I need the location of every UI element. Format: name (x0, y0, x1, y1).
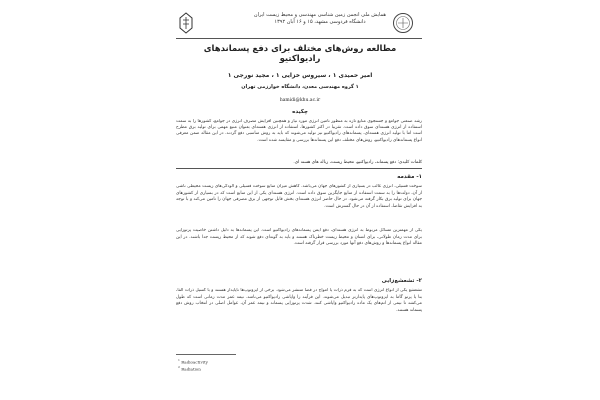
footnote-text: Radiation (181, 366, 201, 372)
keywords: کلمات کلیدی: دفع پسماند، رادیواکتیو، محیط زیست، زباله های هسته ای. (293, 160, 422, 165)
footnote-text: Radioactivity (181, 359, 208, 365)
section-heading-radiation: ۲- تشعشع‌زایی (381, 278, 422, 284)
university-logo-icon (178, 12, 194, 34)
abstract-body: رشد صنعتی جوامع و جستجوی منابع تازه به منظور تامین انرژی مورد نیاز و همچنین افزایش مصرف انرژی در جوامع، کشورها را به سمت استفاده از انرژی هسته‌ای سوق داده است. تقریبا در اکثر کشورها، استفاده از انرژی هسته‌ای بعنوان منبع مهمی برای تولید برق مطرح است اما با تولید انرژی هسته‌ای، پسماندهای رادیواکتیو نیز تولید می‌شوند که باید به روش مناسبی دفع گردند. در این مقاله ضمن معرفی انواع پسماندهای رادیواکتیو، روش‌های مختلف دفع این پسماندها بررسی و مقایسه شده است. (176, 119, 422, 143)
section-paragraph: یکی از مهمترین مسائل مربوط به انرژی هسته‌ای، دفع ایمن پسماندهای رادیواکتیو است. این پسماندها به دلیل داشتن خاصیت پرتوزایی برای مدت زمان طولانی، برای انسان و محیط زیست خطرناک هستند و باید به گونه‌ای دفع شوند که از محیط زیست جدا باشند. در این مقاله انواع پسماندها و روش‌های دفع آنها مورد بررسی قرار گرفته است. (176, 228, 422, 247)
section-heading-introduction: ۱- مقدمه (397, 174, 422, 180)
association-logo-icon (392, 12, 414, 34)
footnote-1: $^1$ Radioactivity (178, 358, 208, 365)
conference-line-1: همایش ملی انجمن زمین شناسی مهندسی و محیط زیست ایران (253, 12, 387, 18)
paper-title: مطالعه روش‌های مختلف برای دفع پسماندهای رادیواکتیو (203, 44, 397, 64)
author-list: امیر حمیدی ۱ ، سیروس خزایی ۱ ، مجید نورجی ۱ (227, 72, 373, 79)
abstract-divider (176, 168, 422, 169)
footnote-divider (176, 354, 236, 355)
footnote-2: $^2$ Radiation (178, 365, 201, 372)
conference-line-2: دانشگاه فردوسی مشهد، ۱۵ و ۱۶ آبان ۱۳۹۲ (274, 19, 366, 25)
author-email: hamidi@khu.ac.ir (279, 98, 321, 103)
header-divider (176, 38, 422, 39)
section-paragraph: سوخت فسیلی، انرژی غالب در بسیاری از کشورهای جهان می‌باشد. کاهش میزان منابع سوخت فسیلی و آلودگی‌های زیست محیطی ناشی از آن، دولت‌ها را به سمت استفاده از منابع جایگزین سوق داده است. انرژی هسته‌ای یکی از این منابع است که در بسیاری از کشورهای جهان برای تولید برق بکار گرفته می‌شود. در حال حاضر انرژی هسته‌ای بخش قابل توجهی از برق مصرفی جهان را تامین می‌کند و با توجه به افزایش تقاضا، استفاده از آن در حال گسترش است. (176, 184, 422, 209)
abstract-heading: چکیده (292, 109, 308, 115)
author-affiliation: ۱ گروه مهندسی معدن، دانشگاه خوارزمی تهران (241, 84, 359, 90)
conference-header (250, 12, 390, 26)
section-paragraph: تشعشع یکی از انواع انرژی است که به فرم ذرات یا امواج در فضا منتشر می‌شود. برخی از ایزوتوپ‌ها ناپایدار هستند و با گسیل ذرات آلفا، بتا یا پرتو گاما به ایزوتوپ‌های پایدارتر تبدیل می‌شوند. این فرآیند را واپاشی رادیواکتیو می‌نامند. نیمه عمر مدت زمانی است که طول می‌کشد تا نیمی از اتم‌های یک ماده رادیواکتیو واپاشی کنند. شدت پرتوزایی پسماند و نیمه عمر آن، عوامل اصلی در انتخاب روش دفع پسماند هستند. (176, 288, 422, 313)
